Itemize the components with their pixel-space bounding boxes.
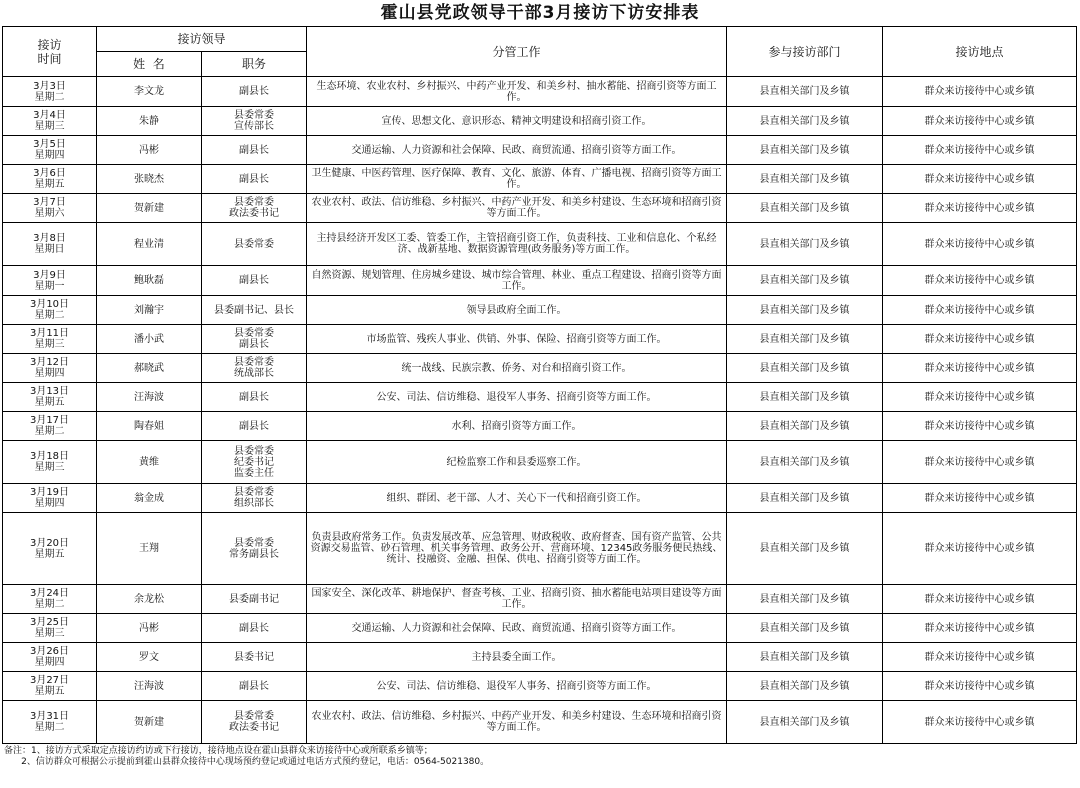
cell-duty: 农业农村、政法、信访维稳、乡村振兴、中药产业开发、和美乡村建设、生态环境和招商引资等方面工作。 bbox=[307, 194, 727, 223]
cell-date: 3月10日 星期二 bbox=[3, 296, 97, 325]
table-row bbox=[3, 441, 1077, 484]
cell-dept: 县直相关部门及乡镇 bbox=[727, 223, 883, 266]
page-title: 霍山县党政领导干部3月接访下访安排表 bbox=[380, 3, 700, 23]
table-row bbox=[3, 354, 1077, 383]
cell-position: 县委常委 政法委书记 bbox=[202, 194, 307, 223]
table-row bbox=[3, 325, 1077, 354]
cell-place: 群众来访接待中心或乡镇 bbox=[883, 325, 1077, 354]
cell-date: 3月13日 星期五 bbox=[3, 383, 97, 412]
cell-date: 3月31日 星期二 bbox=[3, 701, 97, 744]
cell-duty: 交通运输、人力资源和社会保障、民政、商贸流通、招商引资等方面工作。 bbox=[307, 614, 727, 643]
cell-duty: 市场监管、残疾人事业、供销、外事、保险、招商引资等方面工作。 bbox=[307, 325, 727, 354]
cell-place: 群众来访接待中心或乡镇 bbox=[883, 354, 1077, 383]
cell-position: 县委常委 副县长 bbox=[202, 325, 307, 354]
cell-date: 3月27日 星期五 bbox=[3, 672, 97, 701]
cell-place: 群众来访接待中心或乡镇 bbox=[883, 266, 1077, 296]
cell-dept: 县直相关部门及乡镇 bbox=[727, 77, 883, 107]
cell-name: 陶春姐 bbox=[97, 412, 202, 441]
table-row bbox=[3, 513, 1077, 585]
cell-name: 张晓杰 bbox=[97, 165, 202, 194]
cell-name: 李文龙 bbox=[97, 77, 202, 107]
cell-dept: 县直相关部门及乡镇 bbox=[727, 484, 883, 513]
cell-duty: 卫生健康、中医药管理、医疗保障、教育、文化、旅游、体育、广播电视、招商引资等方面工作。 bbox=[307, 165, 727, 194]
cell-dept: 县直相关部门及乡镇 bbox=[727, 643, 883, 672]
cell-duty: 水利、招商引资等方面工作。 bbox=[307, 412, 727, 441]
cell-date: 3月17日 星期二 bbox=[3, 412, 97, 441]
cell-dept: 县直相关部门及乡镇 bbox=[727, 266, 883, 296]
table-row bbox=[3, 136, 1077, 165]
cell-place: 群众来访接待中心或乡镇 bbox=[883, 484, 1077, 513]
cell-position: 县委常委 bbox=[202, 223, 307, 266]
cell-duty: 主持县委全面工作。 bbox=[307, 643, 727, 672]
cell-date: 3月6日 星期五 bbox=[3, 165, 97, 194]
cell-duty: 交通运输、人力资源和社会保障、民政、商贸流通、招商引资等方面工作。 bbox=[307, 136, 727, 165]
header-place: 接访地点 bbox=[883, 27, 1077, 77]
cell-place: 群众来访接待中心或乡镇 bbox=[883, 614, 1077, 643]
cell-duty: 宣传、思想文化、意识形态、精神文明建设和招商引资工作。 bbox=[307, 107, 727, 136]
cell-name: 翁金成 bbox=[97, 484, 202, 513]
cell-name: 贺新建 bbox=[97, 701, 202, 744]
cell-date: 3月19日 星期四 bbox=[3, 484, 97, 513]
cell-duty: 公安、司法、信访维稳、退役军人事务、招商引资等方面工作。 bbox=[307, 672, 727, 701]
cell-name: 潘小武 bbox=[97, 325, 202, 354]
cell-name: 冯彬 bbox=[97, 614, 202, 643]
table-row bbox=[3, 107, 1077, 136]
cell-name: 汪海波 bbox=[97, 383, 202, 412]
table-row bbox=[3, 643, 1077, 672]
cell-date: 3月18日 星期三 bbox=[3, 441, 97, 484]
cell-duty: 农业农村、政法、信访维稳、乡村振兴、中药产业开发、和美乡村建设、生态环境和招商引资等方面工作。 bbox=[307, 701, 727, 744]
header-leader-group: 接访领导 bbox=[97, 27, 307, 52]
cell-dept: 县直相关部门及乡镇 bbox=[727, 165, 883, 194]
cell-duty: 公安、司法、信访维稳、退役军人事务、招商引资等方面工作。 bbox=[307, 383, 727, 412]
cell-position: 县委副书记 bbox=[202, 585, 307, 614]
cell-place: 群众来访接待中心或乡镇 bbox=[883, 585, 1077, 614]
table-row bbox=[3, 672, 1077, 701]
cell-place: 群众来访接待中心或乡镇 bbox=[883, 383, 1077, 412]
cell-dept: 县直相关部门及乡镇 bbox=[727, 585, 883, 614]
cell-position: 副县长 bbox=[202, 412, 307, 441]
cell-position: 县委常委 组织部长 bbox=[202, 484, 307, 513]
cell-date: 3月25日 星期三 bbox=[3, 614, 97, 643]
cell-dept: 县直相关部门及乡镇 bbox=[727, 614, 883, 643]
header-dept: 参与接访部门 bbox=[727, 27, 883, 77]
cell-dept: 县直相关部门及乡镇 bbox=[727, 107, 883, 136]
table-row bbox=[3, 412, 1077, 441]
cell-duty: 领导县政府全面工作。 bbox=[307, 296, 727, 325]
cell-position: 副县长 bbox=[202, 266, 307, 296]
note-line: 备注：1、接访方式采取定点接访约访或下行接访，接待地点设在霍山县群众来访接待中心或所联系乡镇等； bbox=[4, 746, 433, 756]
cell-place: 群众来访接待中心或乡镇 bbox=[883, 701, 1077, 744]
cell-duty: 负责县政府常务工作。负责发展改革、应急管理、财政税收、政府督查、国有资产监管、公共资源交易监管、砂石管理、机关事务管理、政务公开、营商环境、12345政务服务便民热线、统计、投融资、金融、担保、供电、招商引资等方面工作。 bbox=[307, 513, 727, 585]
cell-dept: 县直相关部门及乡镇 bbox=[727, 296, 883, 325]
schedule-table bbox=[2, 26, 1077, 744]
cell-date: 3月3日 星期二 bbox=[3, 77, 97, 107]
cell-date: 3月7日 星期六 bbox=[3, 194, 97, 223]
cell-dept: 县直相关部门及乡镇 bbox=[727, 412, 883, 441]
table-row bbox=[3, 484, 1077, 513]
note-line: 2、信访群众可根据公示提前到霍山县群众接待中心现场预约登记或通过电话方式预约登记，电话：0564-5021380。 bbox=[4, 757, 490, 767]
table-row bbox=[3, 701, 1077, 744]
cell-dept: 县直相关部门及乡镇 bbox=[727, 441, 883, 484]
cell-position: 县委副书记、县长 bbox=[202, 296, 307, 325]
cell-position: 副县长 bbox=[202, 165, 307, 194]
cell-place: 群众来访接待中心或乡镇 bbox=[883, 672, 1077, 701]
cell-date: 3月4日 星期三 bbox=[3, 107, 97, 136]
cell-position: 副县长 bbox=[202, 77, 307, 107]
cell-place: 群众来访接待中心或乡镇 bbox=[883, 296, 1077, 325]
header-name: 姓 名 bbox=[97, 52, 202, 77]
cell-duty: 自然资源、规划管理、住房城乡建设、城市综合管理、林业、重点工程建设、招商引资等方面工作。 bbox=[307, 266, 727, 296]
cell-duty: 组织、群团、老干部、人才、关心下一代和招商引资工作。 bbox=[307, 484, 727, 513]
cell-dept: 县直相关部门及乡镇 bbox=[727, 701, 883, 744]
cell-position: 副县长 bbox=[202, 614, 307, 643]
cell-duty: 统一战线、民族宗教、侨务、对台和招商引资工作。 bbox=[307, 354, 727, 383]
cell-position: 副县长 bbox=[202, 136, 307, 165]
cell-name: 郝晓武 bbox=[97, 354, 202, 383]
table-row bbox=[3, 77, 1077, 107]
cell-position: 副县长 bbox=[202, 383, 307, 412]
cell-place: 群众来访接待中心或乡镇 bbox=[883, 77, 1077, 107]
cell-date: 3月8日 星期日 bbox=[3, 223, 97, 266]
cell-position: 县委书记 bbox=[202, 643, 307, 672]
cell-position: 县委常委 政法委书记 bbox=[202, 701, 307, 744]
cell-dept: 县直相关部门及乡镇 bbox=[727, 672, 883, 701]
cell-position: 县委常委 常务副县长 bbox=[202, 513, 307, 585]
cell-duty: 生态环境、农业农村、乡村振兴、中药产业开发、和美乡村、抽水蓄能、招商引资等方面工作。 bbox=[307, 77, 727, 107]
cell-date: 3月11日 星期三 bbox=[3, 325, 97, 354]
table-row bbox=[3, 614, 1077, 643]
cell-name: 黄维 bbox=[97, 441, 202, 484]
cell-place: 群众来访接待中心或乡镇 bbox=[883, 136, 1077, 165]
cell-place: 群众来访接待中心或乡镇 bbox=[883, 412, 1077, 441]
table-row bbox=[3, 194, 1077, 223]
cell-dept: 县直相关部门及乡镇 bbox=[727, 513, 883, 585]
header-position: 职务 bbox=[202, 52, 307, 77]
cell-dept: 县直相关部门及乡镇 bbox=[727, 194, 883, 223]
cell-name: 程业清 bbox=[97, 223, 202, 266]
cell-name: 王翔 bbox=[97, 513, 202, 585]
cell-place: 群众来访接待中心或乡镇 bbox=[883, 223, 1077, 266]
cell-place: 群众来访接待中心或乡镇 bbox=[883, 643, 1077, 672]
table-row bbox=[3, 296, 1077, 325]
cell-dept: 县直相关部门及乡镇 bbox=[727, 325, 883, 354]
cell-name: 罗文 bbox=[97, 643, 202, 672]
cell-date: 3月24日 星期二 bbox=[3, 585, 97, 614]
table-row bbox=[3, 165, 1077, 194]
cell-name: 冯彬 bbox=[97, 136, 202, 165]
cell-position: 县委常委 宣传部长 bbox=[202, 107, 307, 136]
cell-name: 鲍耿磊 bbox=[97, 266, 202, 296]
cell-position: 副县长 bbox=[202, 672, 307, 701]
table-row bbox=[3, 585, 1077, 614]
cell-name: 朱静 bbox=[97, 107, 202, 136]
cell-place: 群众来访接待中心或乡镇 bbox=[883, 513, 1077, 585]
cell-place: 群众来访接待中心或乡镇 bbox=[883, 441, 1077, 484]
cell-dept: 县直相关部门及乡镇 bbox=[727, 136, 883, 165]
cell-place: 群众来访接待中心或乡镇 bbox=[883, 165, 1077, 194]
cell-date: 3月20日 星期五 bbox=[3, 513, 97, 585]
cell-name: 余龙松 bbox=[97, 585, 202, 614]
cell-dept: 县直相关部门及乡镇 bbox=[727, 383, 883, 412]
cell-position: 县委常委 纪委书记 监委主任 bbox=[202, 441, 307, 484]
cell-date: 3月26日 星期四 bbox=[3, 643, 97, 672]
cell-duty: 纪检监察工作和县委巡察工作。 bbox=[307, 441, 727, 484]
cell-dept: 县直相关部门及乡镇 bbox=[727, 354, 883, 383]
cell-place: 群众来访接待中心或乡镇 bbox=[883, 107, 1077, 136]
cell-name: 贺新建 bbox=[97, 194, 202, 223]
cell-name: 刘瀚宇 bbox=[97, 296, 202, 325]
header-time: 接访 时间 bbox=[3, 27, 97, 77]
table-row bbox=[3, 223, 1077, 266]
table-row bbox=[3, 266, 1077, 296]
cell-duty: 国家安全、深化改革、耕地保护、督查考核、工业、招商引资、抽水蓄能电站项目建设等方面工作。 bbox=[307, 585, 727, 614]
cell-place: 群众来访接待中心或乡镇 bbox=[883, 194, 1077, 223]
cell-name: 汪海波 bbox=[97, 672, 202, 701]
cell-date: 3月12日 星期四 bbox=[3, 354, 97, 383]
cell-date: 3月9日 星期一 bbox=[3, 266, 97, 296]
notes bbox=[0, 744, 1080, 768]
table-row bbox=[3, 383, 1077, 412]
cell-position: 县委常委 统战部长 bbox=[202, 354, 307, 383]
header-duty: 分管工作 bbox=[307, 27, 727, 77]
cell-duty: 主持县经济开发区工委、管委工作，主管招商引资工作，负责科技、工业和信息化、个私经济、战新基地、数据资源管理(政务服务)等方面工作。 bbox=[307, 223, 727, 266]
cell-date: 3月5日 星期四 bbox=[3, 136, 97, 165]
